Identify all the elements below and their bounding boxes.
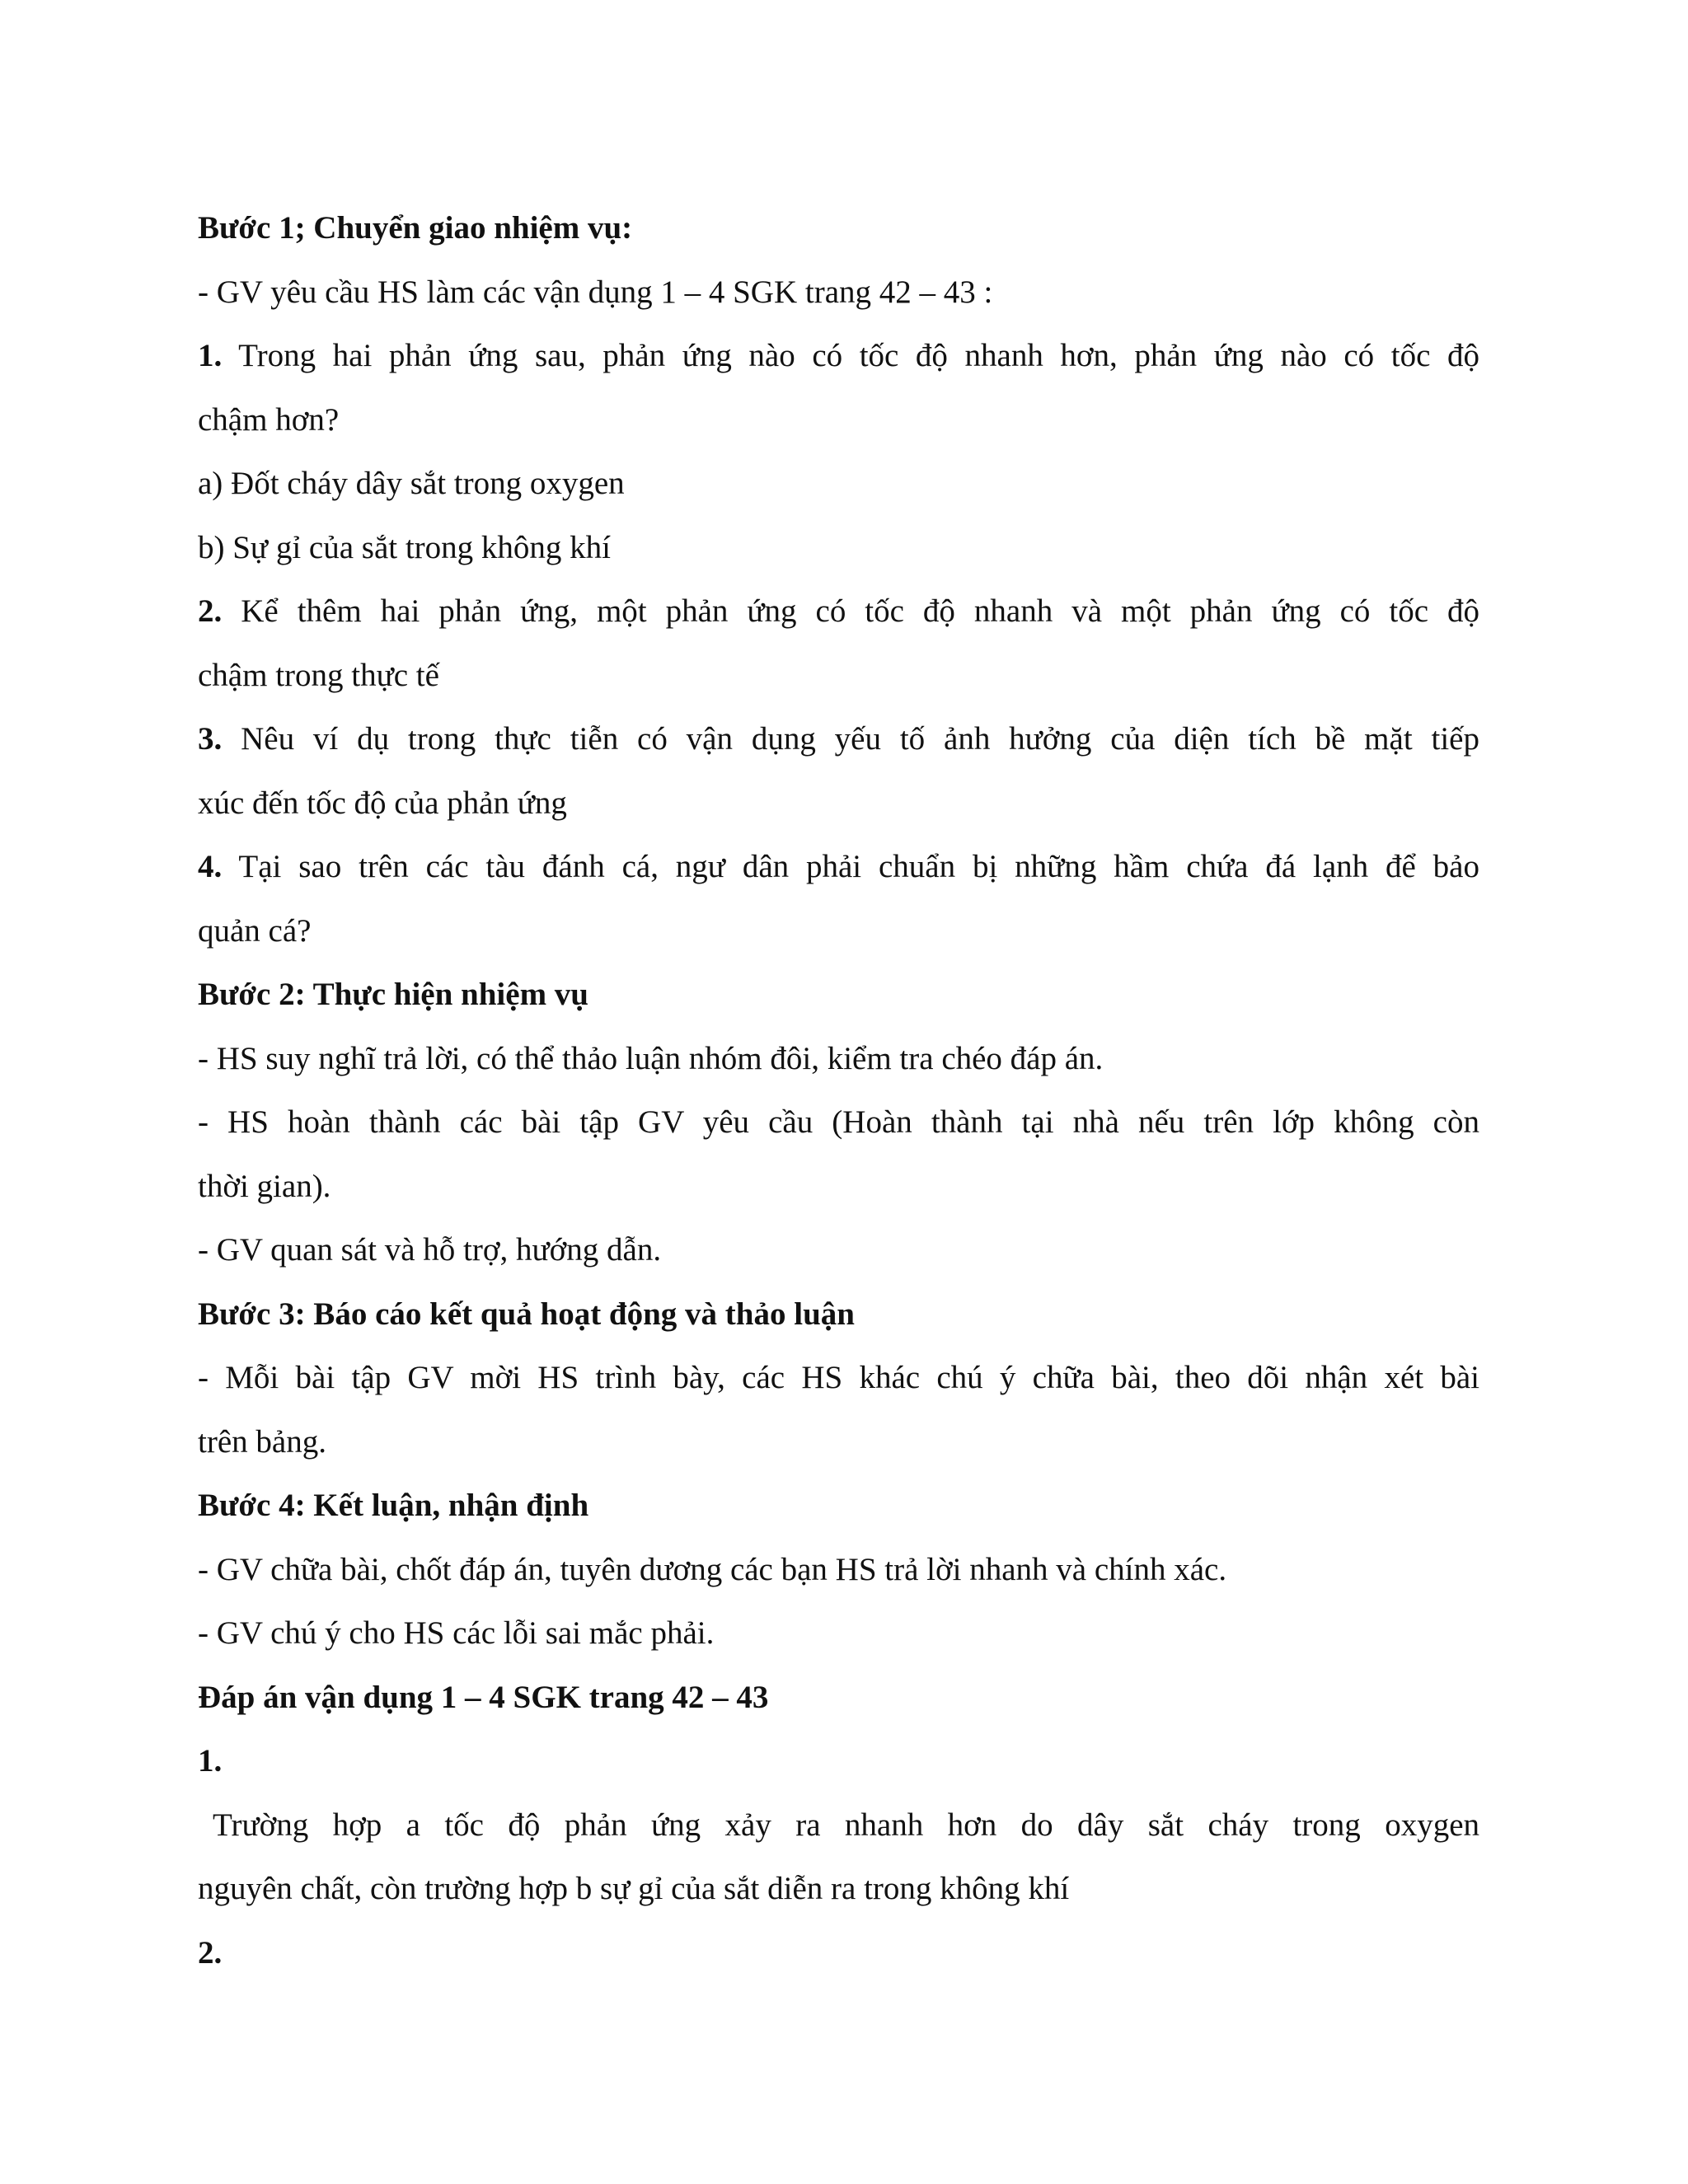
answer-1-number <box>198 1729 1479 1793</box>
paragraph-text: trên bảng. <box>198 1423 326 1460</box>
question-text: Nêu ví dụ trong thực tiễn có vận dụng yếu tố ảnh hưởng của diện tích bề mặt tiếp <box>222 721 1479 757</box>
paragraph <box>198 1538 1479 1602</box>
paragraph-text: - Mỗi bài tập GV mời HS trình bày, các HS khác chú ý chữa bài, theo dõi nhận xét bài <box>198 1360 1479 1395</box>
heading-text: Bước 3: Báo cáo kết quả hoạt động và thảo luận <box>198 1296 855 1332</box>
heading-step-2 <box>198 963 1479 1027</box>
heading-answers <box>198 1666 1479 1730</box>
paragraph <box>198 1601 1479 1666</box>
paragraph-text: - HS hoàn thành các bài tập GV yêu cầu (Hoàn thành tại nhà nếu trên lớp không còn <box>198 1104 1479 1140</box>
question-text: Kể thêm hai phản ứng, một phản ứng có tốc độ nhanh và một phản ứng có tốc độ <box>222 593 1479 629</box>
answer-number: 1. <box>198 1743 223 1779</box>
question-number: 4. <box>198 849 223 884</box>
option-b <box>198 516 1479 580</box>
question-1 <box>198 324 1479 388</box>
question-number: 2. <box>198 593 223 629</box>
question-4-continued <box>198 899 1479 963</box>
paragraph-text: - GV chữa bài, chốt đáp án, tuyên dương các bạn HS trả lời nhanh và chính xác. <box>198 1551 1227 1587</box>
paragraph-text: - GV quan sát và hỗ trợ, hướng dẫn. <box>198 1232 662 1268</box>
paragraph-text: chậm trong thực tế <box>198 657 439 693</box>
heading-step-1 <box>198 196 1479 260</box>
question-3-continued <box>198 771 1479 836</box>
paragraph-continued <box>198 1155 1479 1219</box>
option-text: b) Sự gỉ của sắt trong không khí <box>198 529 612 565</box>
paragraph-continued <box>198 1410 1479 1474</box>
heading-text: Bước 1; Chuyển giao nhiệm vụ: <box>198 210 633 246</box>
heading-step-3 <box>198 1282 1479 1347</box>
document-body <box>198 196 1479 1985</box>
answer-2-number <box>198 1921 1479 1985</box>
answer-1-continued <box>198 1857 1479 1921</box>
option-a <box>198 452 1479 516</box>
answer-number: 2. <box>198 1934 223 1971</box>
paragraph-text: - GV yêu cầu HS làm các vận dụng 1 – 4 SGK trang 42 – 43 : <box>198 274 993 310</box>
paragraph <box>198 1027 1479 1091</box>
paragraph-text: nguyên chất, còn trường hợp b sự gỉ của sắt diễn ra trong không khí <box>198 1871 1070 1906</box>
option-text: a) Đốt cháy dây sắt trong oxygen <box>198 466 625 501</box>
question-1-continued <box>198 388 1479 452</box>
question-text: Tại sao trên các tàu đánh cá, ngư dân phải chuẩn bị những hầm chứa đá lạnh để bảo <box>222 849 1479 884</box>
answer-1-text <box>198 1793 1479 1858</box>
paragraph <box>198 260 1479 325</box>
paragraph-text: thời gian). <box>198 1168 331 1204</box>
heading-text: Bước 2: Thực hiện nhiệm vụ <box>198 977 588 1012</box>
question-3 <box>198 707 1479 771</box>
heading-text: Bước 4: Kết luận, nhận định <box>198 1488 589 1523</box>
paragraph-text: chậm hơn? <box>198 401 340 438</box>
paragraph <box>198 1090 1479 1155</box>
question-2 <box>198 579 1479 644</box>
heading-text: Đáp án vận dụng 1 – 4 SGK trang 42 – 43 <box>198 1679 769 1715</box>
question-2-continued <box>198 644 1479 708</box>
question-number: 1. <box>198 338 223 373</box>
paragraph-text: - HS suy nghĩ trả lời, có thể thảo luận nhóm đôi, kiểm tra chéo đáp án. <box>198 1040 1104 1076</box>
paragraph-text: xúc đến tốc độ của phản ứng <box>198 785 567 821</box>
paragraph-text: - GV chú ý cho HS các lỗi sai mắc phải. <box>198 1615 715 1651</box>
paragraph-text: Trường hợp a tốc độ phản ứng xảy ra nhanh hơn do dây sắt cháy trong oxygen <box>213 1807 1479 1843</box>
paragraph <box>198 1218 1479 1282</box>
question-text: Trong hai phản ứng sau, phản ứng nào có tốc độ nhanh hơn, phản ứng nào có tốc độ <box>222 338 1479 373</box>
paragraph-text: quản cá? <box>198 912 312 949</box>
heading-step-4 <box>198 1474 1479 1538</box>
question-4 <box>198 835 1479 899</box>
question-number: 3. <box>198 721 223 757</box>
paragraph <box>198 1346 1479 1410</box>
